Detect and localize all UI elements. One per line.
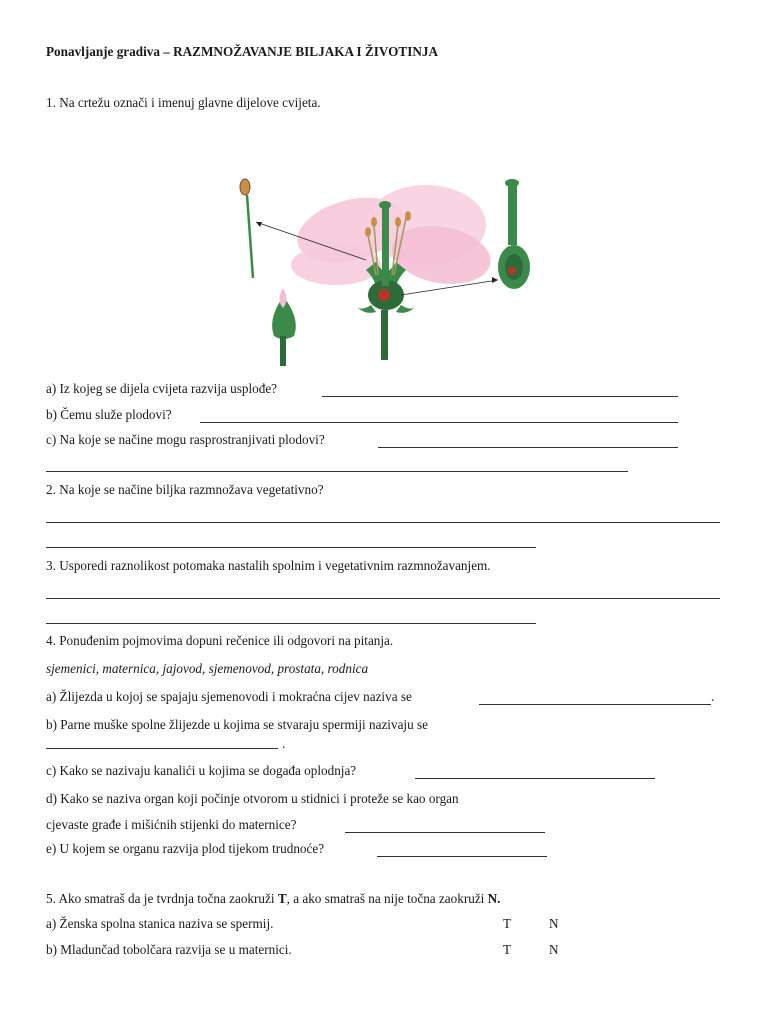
q3-answer-line-1[interactable] <box>46 598 720 599</box>
q5-n-bold: N. <box>487 891 501 906</box>
q1-c-answer-line-2[interactable] <box>46 471 628 472</box>
q1-a-answer-line[interactable] <box>322 396 678 397</box>
q4-terms: sjemenici, maternica, jajovod, sjemenovod, prostata, rodnica <box>46 661 369 676</box>
q5-a-true-option[interactable]: T <box>503 916 512 931</box>
q4-e-text: e) U kojem se organu razvija plod tijekom trudnoće? <box>46 841 325 856</box>
page-title <box>46 44 438 60</box>
q4-prompt: 4. Ponuđenim pojmovima dopuni rečenice ili odgovori na pitanja. <box>46 633 394 648</box>
q5-prompt <box>46 891 500 907</box>
q4-d-text-1: d) Kako se naziva organ koji počinje otvorom u stidnici i proteže se kao organ <box>46 791 459 806</box>
q1-prompt: 1. Na crtežu označi i imenuj glavne dijelove cvijeta. <box>46 95 321 110</box>
q5-b-false-option[interactable]: N <box>549 942 559 957</box>
pistil-detail <box>498 179 530 289</box>
flower-diagram <box>226 170 546 370</box>
q4-d-text-2: cjevaste građe i mišićnih stijenki do maternice? <box>46 817 297 832</box>
q4-b-answer-line[interactable] <box>46 748 278 749</box>
q4-d-answer-line[interactable] <box>345 832 545 833</box>
q4-a-end: . <box>711 689 715 704</box>
title-main: RAZMNOŽAVANJE BILJAKA I ŽIVOTINJA <box>173 44 439 59</box>
q2-answer-line-2[interactable] <box>46 547 536 548</box>
stamen-detail <box>240 179 253 278</box>
q4-b-end: . <box>282 736 286 751</box>
q5-b-text: b) Mladunčad tobolčara razvija se u maternici. <box>46 942 292 957</box>
title-prefix: Ponavljanje gradiva – <box>46 44 174 59</box>
q4-e-answer-line[interactable] <box>377 856 547 857</box>
q2-prompt: 2. Na koje se načine biljka razmnožava vegetativno? <box>46 482 324 497</box>
q4-a-answer-line[interactable] <box>479 704 711 705</box>
q5-a-text: a) Ženska spolna stanica naziva se spermij. <box>46 916 274 931</box>
q5-prompt-b: , a ako smatraš na nije točna zaokruži <box>286 891 488 906</box>
flower-bud <box>272 288 296 366</box>
q5-prompt-a: 5. Ako smatraš da je tvrdnja točna zaokruži <box>46 891 278 906</box>
q3-answer-line-2[interactable] <box>46 623 536 624</box>
q1-b-text: b) Čemu služe plodovi? <box>46 407 172 422</box>
q4-c-answer-line[interactable] <box>415 778 655 779</box>
q5-t-bold: T <box>277 891 287 906</box>
q5-a-false-option[interactable]: N <box>549 916 559 931</box>
q1-a-text: a) Iz kojeg se dijela cvijeta razvija usplođe? <box>46 381 278 396</box>
q2-answer-line-1[interactable] <box>46 522 720 523</box>
q1-c-text: c) Na koje se načine mogu rasprostranjivati plodovi? <box>46 432 325 447</box>
q1-b-answer-line[interactable] <box>200 422 678 423</box>
q3-prompt: 3. Usporedi raznolikost potomaka nastalih spolnim i vegetativnim razmnožavanjem. <box>46 558 491 573</box>
q4-b-text: b) Parne muške spolne žlijezde u kojima se stvaraju spermiji nazivaju se <box>46 717 428 732</box>
q5-b-true-option[interactable]: T <box>503 942 512 957</box>
q1-c-answer-line[interactable] <box>378 447 678 448</box>
q4-a-text: a) Žlijezda u kojoj se spajaju sjemenovodi i mokraćna cijev naziva se <box>46 689 412 704</box>
q4-c-text: c) Kako se nazivaju kanalići u kojima se događa oplodnja? <box>46 763 357 778</box>
